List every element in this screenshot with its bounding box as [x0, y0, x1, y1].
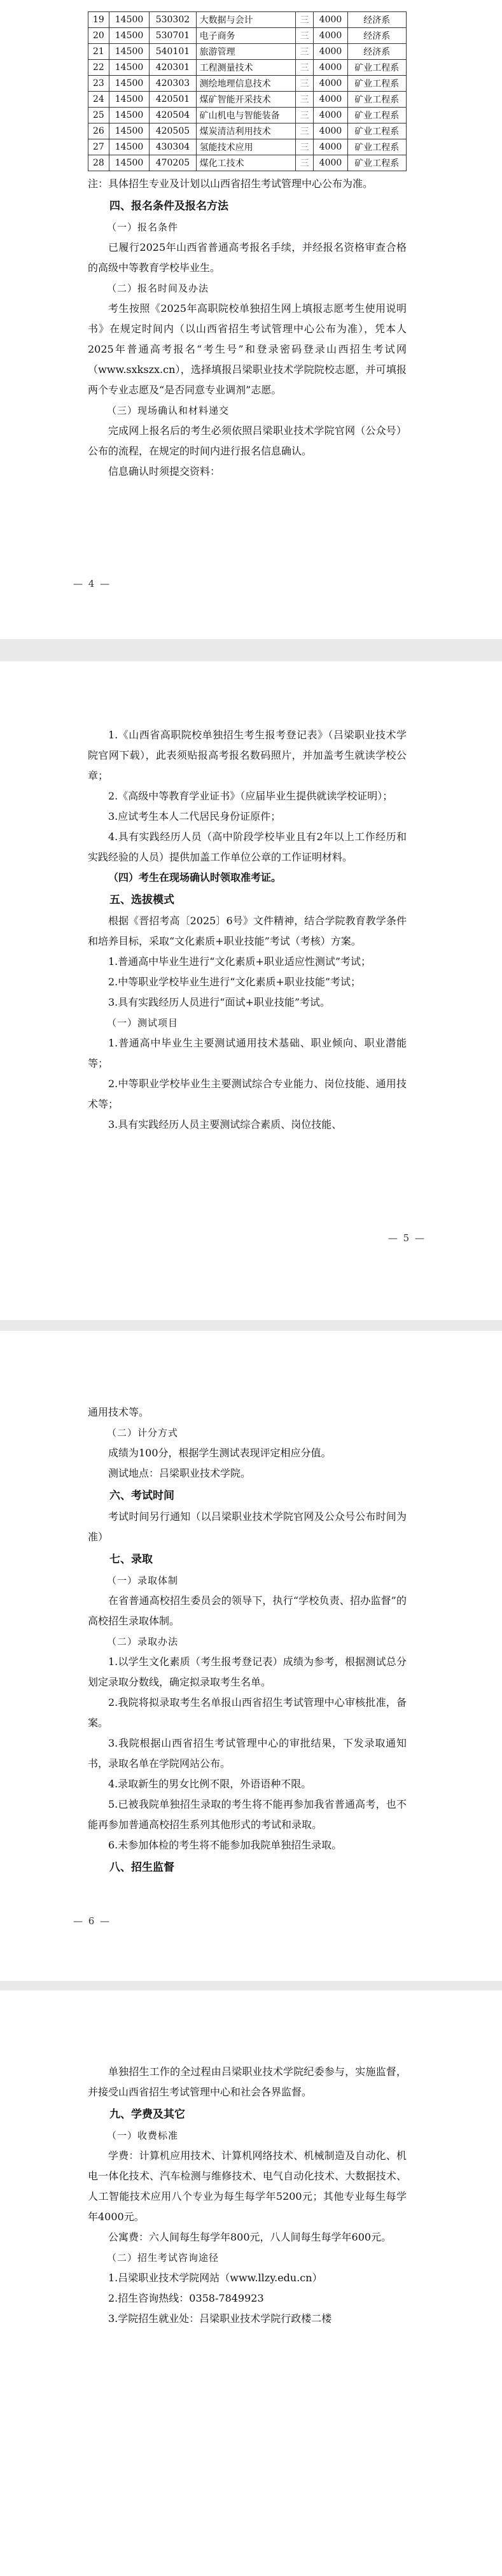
- table-cell-level: 三: [295, 60, 314, 76]
- hotline-text: 2.招生咨询热线：0358-7849923: [108, 2292, 264, 2304]
- document-page-5: [0, 661, 502, 1320]
- section-7-1-text: 在省普通高校招生委员会的领导下，执行“学校负责、招办监督”的高校招生录取体制。: [88, 1594, 407, 1627]
- section-9-heading: 九、学费及其它: [109, 2108, 185, 2121]
- material-item-3: 3.应试考生本人二代居民身份证原件；: [108, 810, 281, 822]
- section-5-1-heading: （一）测试项目: [107, 1017, 179, 1029]
- table-cell-school-code: 14500: [109, 60, 149, 76]
- table-cell-major-name: 煤矿智能开采技术: [196, 92, 295, 108]
- section-4-3-heading: （三）现场确认和材料递交: [107, 405, 230, 416]
- document-page-4: [0, 0, 502, 639]
- section-8-heading: 八、招生监督: [109, 1861, 174, 1874]
- table-cell-no: 20: [88, 28, 109, 44]
- table-cell-major-code: 470205: [150, 155, 196, 171]
- section-7-2-heading: （二）录取办法: [107, 1636, 179, 1647]
- table-cell-department: 经济系: [347, 12, 406, 28]
- section-5-2-text: 成绩为100分，根据学生测试表现评定相应分值。: [108, 1447, 331, 1459]
- section-4-1-heading: （一）报名条件: [107, 222, 179, 233]
- section-4-3-text: 完成网上报名后的考生必须依照吕梁职业技术学院官网（公众号）公布的流程，在规定的时间内进行报名信息确认。: [88, 425, 407, 457]
- table-cell-quota: 4000: [314, 92, 347, 108]
- table-cell-quota: 4000: [314, 28, 347, 44]
- table-cell-major-name: 测绘地理信息技术: [196, 76, 295, 92]
- table-cell-department: 矿业工程系: [347, 92, 406, 108]
- section-5-list-item: 1.普通高中毕业生进行“文化素质+职业适应性测试”考试；: [108, 955, 372, 968]
- page-number: — 4 —: [73, 578, 111, 589]
- table-cell-quota: 4000: [314, 155, 347, 171]
- table-cell-major-code: 420505: [150, 123, 196, 139]
- table-cell-level: 三: [295, 12, 314, 28]
- table-cell-major-code: 420504: [150, 108, 196, 123]
- section-5-heading: 五、选拔模式: [109, 894, 174, 906]
- table-cell-no: 23: [88, 76, 109, 92]
- table-row: [88, 28, 407, 44]
- table-row: [88, 92, 407, 108]
- section-5-text: 根据《晋招考高〔2025〕6号》文件精神，结合学院教育教学条件和培养目标，采取“文化素质+职业技能”考试（考核）方案。: [88, 915, 407, 947]
- admission-office-text: 3.学院招生就业处：吕梁职业技术学院行政楼二楼: [108, 2312, 332, 2325]
- table-cell-no: 27: [88, 139, 109, 155]
- table-cell-school-code: 14500: [109, 12, 149, 28]
- table-row: [88, 60, 407, 76]
- table-cell-no: 19: [88, 12, 109, 28]
- admission-rule: 3.我院根据山西省招生考试管理中心的审批结果，下发录取通知书，录取名单在学院网站公布。: [88, 1737, 407, 1770]
- page-number: — 5 —: [387, 1232, 426, 1244]
- table-cell-major-name: 煤化工技术: [196, 155, 295, 171]
- table-cell-department: 经济系: [347, 44, 406, 60]
- table-cell-no: 25: [88, 108, 109, 123]
- table-row: [88, 12, 407, 28]
- table-cell-quota: 4000: [314, 108, 347, 123]
- table-cell-department: 经济系: [347, 28, 406, 44]
- table-cell-school-code: 14500: [109, 92, 149, 108]
- material-item-2: 2.《高级中等教育学业证书》（应届毕业生提供就读学校证明）；: [108, 790, 393, 802]
- section-4-1-text: 已履行2025年山西省普通高考报名手续，并经报名资格审查合格的高级中等教育学校毕业生。: [88, 241, 407, 274]
- table-cell-department: 矿业工程系: [347, 123, 406, 139]
- tuition-text: 学费：计算机应用技术、计算机网络技术、机械制造及自动化、机电一体化技术、汽车检测与维修技术、电气自动化技术、大数据技术、人工智能技术应用八个专业为每生每学年5200元；其他专业每生每学年4000元。: [88, 2150, 407, 2223]
- page-number: — 6 —: [73, 1915, 111, 1927]
- table-cell-department: 矿业工程系: [347, 60, 406, 76]
- table-cell-no: 22: [88, 60, 109, 76]
- table-row: [88, 76, 407, 92]
- table-cell-major-name: 工程测量技术: [196, 60, 295, 76]
- test-item: 2.中等职业学校毕业生主要测试综合专业能力、岗位技能、通用技术等；: [88, 1078, 407, 1110]
- table-cell-major-name: 煤炭清洁利用技术: [196, 123, 295, 139]
- table-cell-department: 矿业工程系: [347, 76, 406, 92]
- table-cell-level: 三: [295, 92, 314, 108]
- section-5-list-item: 2.中等职业学校毕业生进行“文化素质+职业技能”考试；: [108, 976, 361, 988]
- section-7-heading: 七、录取: [109, 1553, 153, 1566]
- table-cell-quota: 4000: [314, 123, 347, 139]
- continued-text: 通用技术等。: [88, 1406, 150, 1418]
- section-9-2-heading: （二）招生考试咨询途径: [107, 2252, 220, 2263]
- table-cell-major-name: 大数据与会计: [196, 12, 295, 28]
- table-row: [88, 139, 407, 155]
- table-cell-quota: 4000: [314, 44, 347, 60]
- table-cell-level: 三: [295, 28, 314, 44]
- table-cell-major-code: 420501: [150, 92, 196, 108]
- table-row: [88, 108, 407, 123]
- section-4-heading: 四、报名条件及报名方法: [109, 200, 228, 213]
- table-cell-major-code: 540101: [150, 44, 196, 60]
- test-item: 3.具有实践经历人员主要测试综合素质、岗位技能、: [108, 1118, 342, 1130]
- table-cell-major-name: 电子商务: [196, 28, 295, 44]
- table-cell-major-code: 530701: [150, 28, 196, 44]
- table-cell-school-code: 14500: [109, 139, 149, 155]
- table-cell-school-code: 14500: [109, 108, 149, 123]
- section-9-1-heading: （一）收费标准: [107, 2130, 179, 2141]
- table-cell-quota: 4000: [314, 139, 347, 155]
- admission-rule: 4.录取新生的男女比例不限，外语语种不限。: [108, 1778, 312, 1790]
- table-cell-no: 28: [88, 155, 109, 171]
- table-cell-level: 三: [295, 123, 314, 139]
- table-cell-school-code: 14500: [109, 123, 149, 139]
- table-cell-school-code: 14500: [109, 28, 149, 44]
- test-item: 1.普通高中毕业生主要测试通用技术基础、职业倾向、职业潜能等；: [88, 1037, 407, 1069]
- college-website-link[interactable]: 1.吕梁职业技术学院网站（www.llzy.edu.cn）: [108, 2272, 323, 2284]
- table-cell-major-code: 430304: [150, 139, 196, 155]
- table-cell-level: 三: [295, 76, 314, 92]
- table-cell-school-code: 14500: [109, 44, 149, 60]
- table-cell-no: 21: [88, 44, 109, 60]
- material-item-1: 1.《山西省高职院校单独招生考生报考登记表》（吕梁职业技术学院官网下载），此表须贴报高考报名数码照片，并加盖考生就读学校公章；: [88, 729, 407, 782]
- test-location: 测试地点：吕梁职业技术学院。: [108, 1467, 251, 1479]
- section-6-text: 考试时间另行通知（以吕梁职业技术学院官网及公众号公布时间为准）: [88, 1510, 407, 1543]
- table-cell-level: 三: [295, 139, 314, 155]
- dorm-fee-text: 公寓费：六人间每生每学年800元，八人间每生每学年600元。: [108, 2231, 392, 2243]
- table-cell-major-name: 旅游管理: [196, 44, 295, 60]
- table-cell-major-name: 氢能技术应用: [196, 139, 295, 155]
- table-cell-no: 26: [88, 123, 109, 139]
- admission-rule: 2.我院将拟录取考生名单报山西省招生考试管理中心审核批准，备案。: [88, 1696, 407, 1729]
- table-cell-school-code: 14500: [109, 76, 149, 92]
- table-cell-quota: 4000: [314, 60, 347, 76]
- section-4-2-heading: （二）报名时间及办法: [107, 283, 209, 294]
- admission-rule: 1.以学生文化素质（考生报考登记表）成绩为参考，根据测试总分划定录取分数线，确定拟录取考生名单。: [88, 1656, 407, 1688]
- table-note: 注：具体招生专业及计划以山西省招生考试管理中心公布为准。: [88, 178, 373, 190]
- material-item-4: 4.具有实践经历人员（高中阶段学校毕业且有2年以上工作经历和实践经验的人员）提供加盖工作单位公章的工作证明材料。: [88, 831, 407, 863]
- section-4-2-text: 考生按照《2025年高职院校单独招生网上填报志愿考生使用说明书》在规定时间内（以山西省招生考试管理中心公布为准），凭本人2025年普通高考报名“考生号”和登录密码登录山西招生考试网（www.sxkszx.cn），选择填报吕梁职业技术学院院校志愿，并可填报两个专业志愿及“是否同意专业调剂”志愿。: [88, 302, 407, 396]
- document-page-7: [0, 1990, 502, 2576]
- section-4-3-text2: 信息确认时须提交资料：: [108, 465, 221, 477]
- table-cell-department: 矿业工程系: [347, 108, 406, 123]
- section-4-4-heading: （四）考生在现场确认时领取准考证。: [108, 871, 282, 883]
- table-cell-major-code: 420301: [150, 60, 196, 76]
- table-row: [88, 155, 407, 171]
- admission-rule: 5.已被我院单独招生录取的考生将不能再参加我省普通高考，也不能再参加普通高校招生系列其他形式的考试和录取。: [88, 1798, 407, 1831]
- table-cell-quota: 4000: [314, 12, 347, 28]
- table-cell-department: 矿业工程系: [347, 155, 406, 171]
- table-cell-no: 24: [88, 92, 109, 108]
- section-7-1-heading: （一）录取体制: [107, 1575, 179, 1586]
- section-6-heading: 六、考试时间: [109, 1489, 174, 1502]
- table-cell-quota: 4000: [314, 76, 347, 92]
- table-cell-level: 三: [295, 108, 314, 123]
- major-plan-table: [88, 11, 407, 171]
- table-cell-level: 三: [295, 155, 314, 171]
- section-8-text: 单独招生工作的全过程由吕梁职业技术学院纪委参与，实施监督，并接受山西省招生考试管理中心和社会各界监督。: [88, 2066, 407, 2098]
- section-5-2-heading: （二）计分方式: [107, 1427, 179, 1439]
- table-row: [88, 123, 407, 139]
- table-cell-major-name: 矿山机电与智能装备: [196, 108, 295, 123]
- table-row: [88, 44, 407, 60]
- table-cell-school-code: 14500: [109, 155, 149, 171]
- table-cell-major-code: 420303: [150, 76, 196, 92]
- document-page-6: [0, 1331, 502, 1981]
- section-5-list-item: 3.具有实践经历人员进行“面试+职业技能”考试。: [108, 996, 331, 1008]
- table-cell-major-code: 530302: [150, 12, 196, 28]
- table-cell-level: 三: [295, 44, 314, 60]
- table-cell-department: 矿业工程系: [347, 139, 406, 155]
- admission-rule: 6.未参加体检的考生将不能参加我院单独招生录取。: [108, 1839, 342, 1851]
